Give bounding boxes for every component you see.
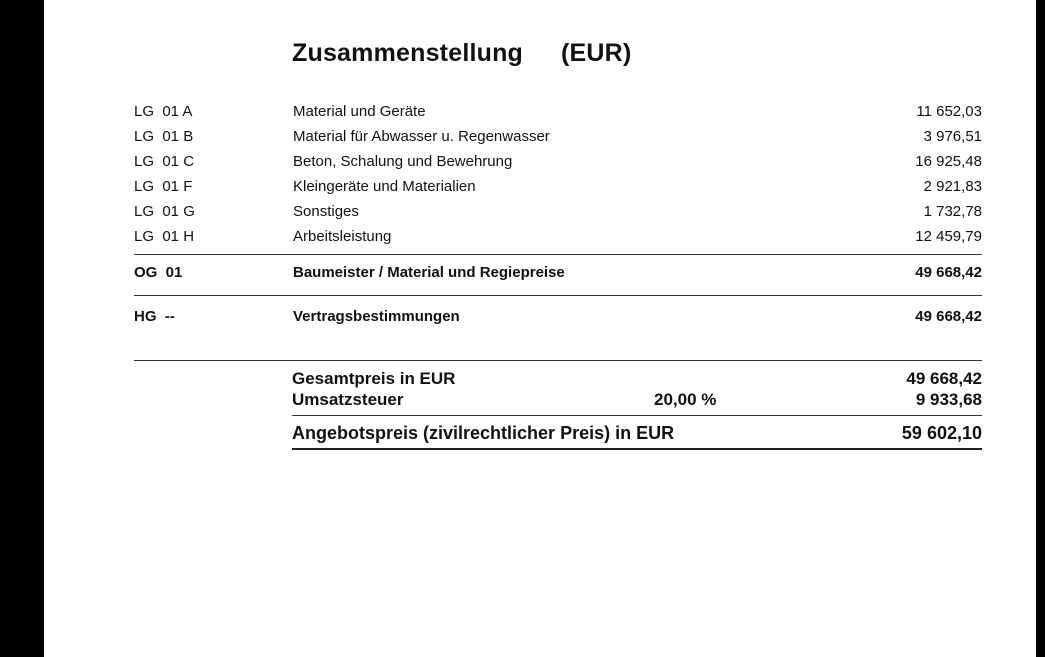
umsatzsteuer-amount: 9 933,68 — [915, 390, 982, 409]
document-page — [44, 0, 1036, 657]
title-main: Zusammenstellung — [292, 39, 524, 67]
line-amount: 11 652,03 — [916, 103, 982, 120]
line-description: Material und Geräte — [293, 103, 426, 120]
line-description: Material für Abwasser u. Regenwasser — [293, 128, 550, 145]
line-code: LG 01 H — [134, 228, 195, 245]
divider — [134, 295, 982, 296]
page-title — [292, 39, 631, 68]
line-item — [134, 149, 982, 174]
og-code: OG 01 — [134, 264, 183, 281]
line-item — [134, 124, 982, 149]
angebotspreis-label: Angebotspreis (zivilrechtlicher Preis) in EUR — [292, 423, 675, 443]
line-amount: 3 976,51 — [923, 128, 982, 145]
line-item — [134, 174, 982, 199]
line-amount: 2 921,83 — [923, 178, 982, 195]
line-code: LG 01 F — [134, 178, 193, 195]
double-underline — [292, 448, 982, 450]
subtotal-og-row — [134, 260, 982, 285]
line-item — [134, 99, 982, 124]
line-code: LG 01 G — [134, 203, 195, 220]
divider — [134, 254, 982, 255]
title-currency: (EUR) — [561, 39, 632, 67]
hg-code: HG -- — [134, 308, 175, 325]
og-description: Baumeister / Material und Regiepreise — [293, 264, 565, 281]
line-code: LG 01 A — [134, 103, 193, 120]
line-amount: 1 732,78 — [923, 203, 982, 220]
line-description: Beton, Schalung und Bewehrung — [293, 153, 513, 170]
divider — [134, 360, 982, 361]
line-description: Sonstiges — [293, 203, 359, 220]
umsatzsteuer-label: Umsatzsteuer — [292, 390, 404, 409]
line-description: Kleingeräte und Materialien — [293, 178, 476, 195]
line-item — [134, 199, 982, 224]
subtotal-hg-row — [134, 304, 982, 329]
line-code: LG 01 C — [134, 153, 195, 170]
hg-description: Vertragsbestimmungen — [293, 308, 460, 325]
gesamtpreis-row — [292, 369, 982, 391]
umsatzsteuer-rate: 20,00 % — [654, 390, 717, 409]
line-amount: 12 459,79 — [915, 228, 982, 245]
hg-amount: 49 668,42 — [915, 308, 982, 325]
line-code: LG 01 B — [134, 128, 194, 145]
angebotspreis-row — [292, 423, 982, 447]
line-item — [134, 224, 982, 249]
og-amount: 49 668,42 — [915, 264, 982, 281]
umsatzsteuer-row — [292, 390, 982, 412]
angebotspreis-amount: 59 602,10 — [901, 423, 982, 443]
line-amount: 16 925,48 — [915, 153, 982, 170]
line-description: Arbeitsleistung — [293, 228, 392, 245]
gesamtpreis-amount: 49 668,42 — [906, 369, 982, 388]
gesamtpreis-label: Gesamtpreis in EUR — [292, 369, 456, 388]
divider — [292, 415, 982, 416]
